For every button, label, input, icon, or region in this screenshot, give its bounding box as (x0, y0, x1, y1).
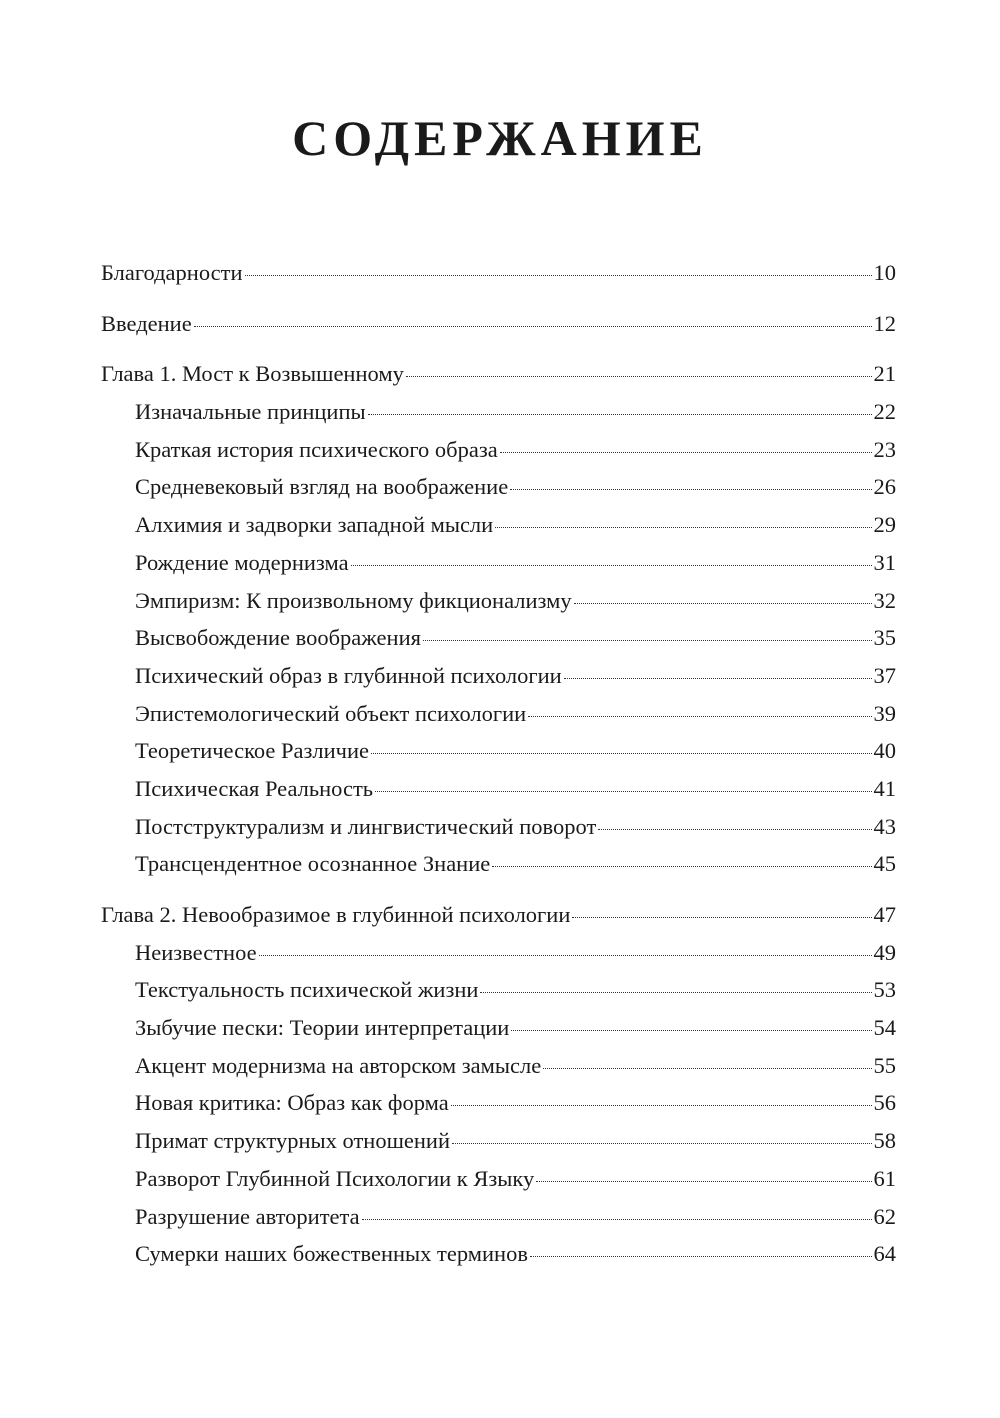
dot-leader (536, 1181, 871, 1182)
toc-entry-page-number: 12 (873, 310, 896, 336)
toc-chapter-entry (101, 254, 896, 292)
toc-entry-label: Акцент модернизма на авторском замысле (135, 1052, 542, 1078)
toc-entry-page-number: 32 (873, 587, 896, 613)
toc-chapter-entry (101, 896, 896, 934)
dot-leader (423, 640, 872, 641)
toc-entry-page-number: 35 (873, 625, 896, 651)
toc-entry-page-number: 40 (873, 738, 896, 764)
toc-entry-label: Постструктурализм и лингвистический поворот (135, 813, 597, 839)
toc-entry-label: Сумерки наших божественных терминов (135, 1241, 528, 1267)
dot-leader (259, 955, 872, 956)
dot-leader (362, 1219, 872, 1220)
toc-entry-label: Глава 2. Невообразимое в глубинной психологии (101, 902, 571, 927)
toc-entry-page-number: 62 (873, 1203, 896, 1229)
dot-leader (406, 376, 872, 377)
toc-entry-page-number: 21 (873, 361, 896, 387)
toc-entry-page-number: 45 (873, 851, 896, 877)
dot-leader (564, 678, 872, 679)
toc-entry-label: Введение (101, 310, 192, 336)
toc-entry-label: Краткая история психического образа (135, 436, 498, 462)
toc-entry-label: Новая критика: Образ как форма (135, 1090, 449, 1116)
toc-section-entry (101, 506, 896, 544)
dot-leader (510, 489, 871, 490)
toc-section-entry (101, 393, 896, 431)
dot-leader (451, 1105, 872, 1106)
toc-section-entry (101, 770, 896, 808)
toc-section-entry (101, 808, 896, 846)
toc-entry-label: Благодарности (101, 260, 243, 285)
toc-section-entry (101, 934, 896, 972)
toc-section-entry (101, 468, 896, 506)
toc-entry-label: Высвобождение воображения (135, 625, 421, 651)
toc-entry-page-number: 56 (873, 1090, 896, 1116)
toc-entry-label: Зыбучие пески: Теории интерпретации (135, 1015, 510, 1041)
dot-leader (543, 1068, 871, 1069)
dot-leader (598, 829, 871, 830)
toc-section-entry (101, 732, 896, 770)
dot-leader (368, 414, 872, 415)
toc-section-entry (101, 582, 896, 620)
dot-leader (452, 1143, 872, 1144)
page-title: СОДЕРЖАНИЕ (292, 110, 708, 166)
toc-entry-page-number: 49 (873, 939, 896, 965)
toc-entry-page-number: 29 (873, 512, 896, 538)
toc-entry-page-number: 43 (873, 813, 896, 839)
toc-entry-label: Глава 1. Мост к Возвышенному (101, 361, 404, 387)
toc-section-entry (101, 1160, 896, 1198)
toc-section-entry (101, 1122, 896, 1160)
toc-entry-page-number: 61 (873, 1165, 896, 1191)
toc-section-entry (101, 1009, 896, 1047)
dot-leader (194, 326, 872, 327)
toc-chapter-entry (101, 305, 896, 343)
dot-leader (371, 753, 871, 754)
toc-entry-label: Теоретическое Различие (135, 738, 370, 764)
toc-entry-label: Примат структурных отношений (135, 1128, 450, 1154)
dot-leader (530, 1256, 872, 1257)
dot-leader (574, 603, 872, 604)
toc-entry-page-number: 23 (873, 436, 896, 462)
toc-entry-label: Средневековый взгляд на воображение (135, 474, 509, 500)
toc-entry-page-number: 37 (873, 662, 896, 688)
toc-section-entry (101, 619, 896, 657)
toc-entry-page-number: 47 (873, 902, 896, 927)
dot-leader (495, 527, 871, 528)
table-of-contents (101, 254, 896, 1273)
dot-leader (572, 917, 871, 918)
toc-entry-label: Разрушение авторитета (135, 1203, 360, 1229)
toc-section-entry (101, 1198, 896, 1236)
toc-entry-page-number: 39 (873, 700, 896, 726)
toc-entry-page-number: 22 (873, 399, 896, 425)
toc-section-entry (101, 845, 896, 883)
toc-entry-page-number: 55 (873, 1052, 896, 1078)
toc-entry-page-number: 54 (873, 1015, 896, 1041)
toc-entry-label: Алхимия и задворки западной мысли (135, 512, 494, 538)
toc-entry-label: Эмпиризм: К произвольному фикционализму (135, 587, 572, 613)
toc-section-entry (101, 544, 896, 582)
toc-entry-page-number: 26 (873, 474, 896, 500)
dot-leader (480, 992, 871, 993)
toc-section-entry (101, 657, 896, 695)
toc-section-entry (101, 1084, 896, 1122)
toc-section-entry (101, 971, 896, 1009)
toc-chapter-entry (101, 355, 896, 393)
toc-entry-label: Психический образ в глубинной психологии (135, 662, 562, 688)
toc-entry-label: Трансцендентное осознанное Знание (135, 851, 491, 877)
dot-leader (511, 1030, 871, 1031)
toc-entry-label: Разворот Глубинной Психологии к Языку (135, 1165, 535, 1191)
dot-leader (375, 791, 871, 792)
toc-entry-page-number: 41 (873, 775, 896, 801)
dot-leader (245, 275, 872, 276)
toc-entry-page-number: 64 (873, 1241, 896, 1267)
toc-section-entry (101, 695, 896, 733)
toc-entry-label: Неизвестное (135, 939, 257, 965)
dot-leader (351, 565, 872, 566)
toc-section-entry (101, 1235, 896, 1273)
toc-entry-label: Изначальные принципы (135, 399, 366, 425)
toc-entry-label: Текстуальность психической жизни (135, 977, 479, 1003)
toc-entry-label: Психическая Реальность (135, 775, 374, 801)
dot-leader (500, 452, 872, 453)
toc-entry-page-number: 53 (873, 977, 896, 1003)
toc-entry-label: Эпистемологический объект психологии (135, 700, 527, 726)
toc-section-entry (101, 431, 896, 469)
toc-entry-label: Рождение модернизма (135, 549, 349, 575)
toc-section-entry (101, 1047, 896, 1085)
dot-leader (492, 866, 871, 867)
toc-entry-page-number: 10 (873, 260, 896, 285)
toc-entry-page-number: 58 (873, 1128, 896, 1154)
toc-entry-page-number: 31 (873, 549, 896, 575)
dot-leader (528, 716, 871, 717)
